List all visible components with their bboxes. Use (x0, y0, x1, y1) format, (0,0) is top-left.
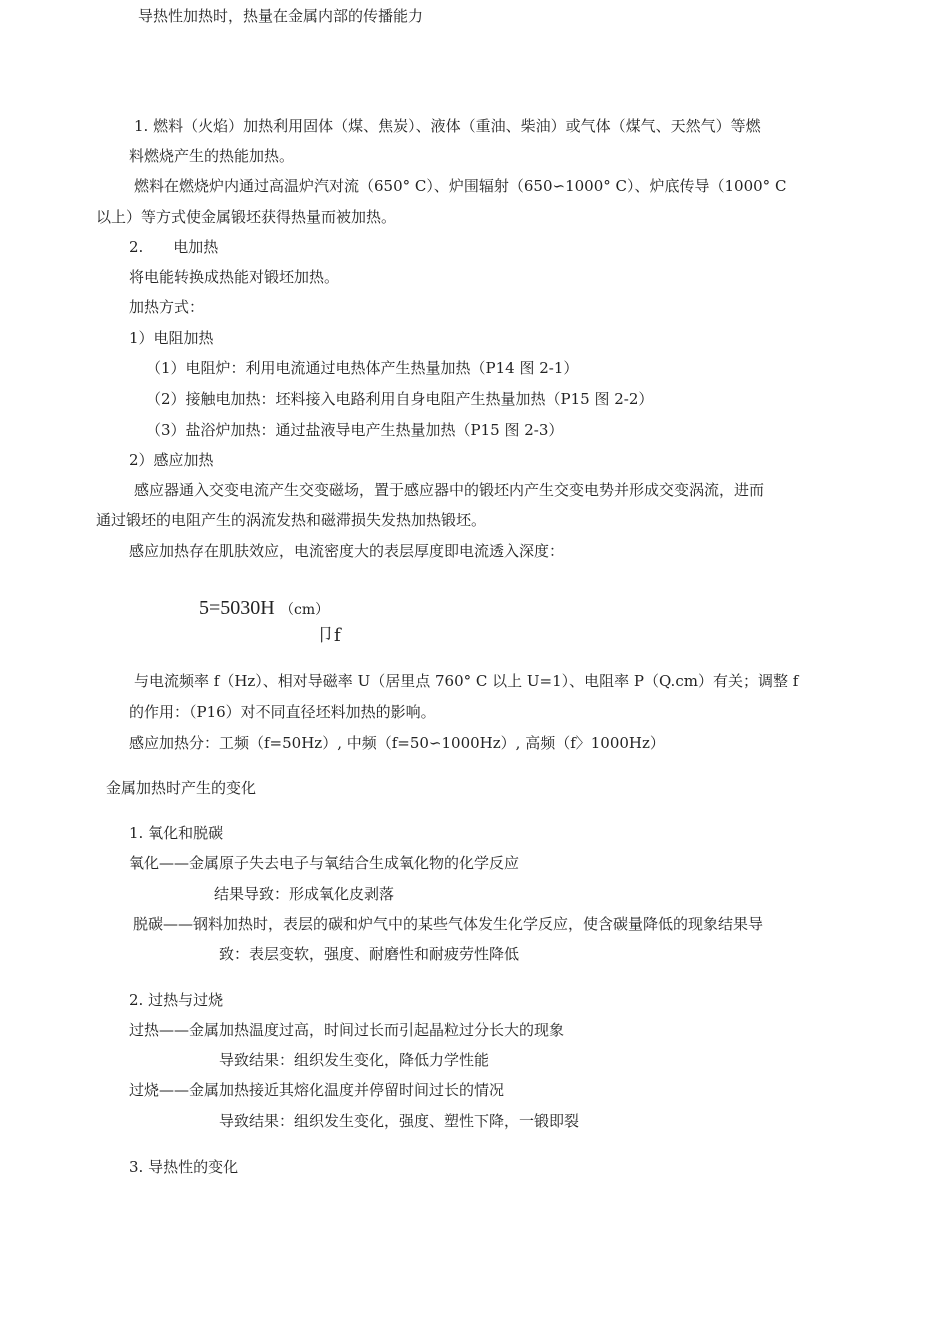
section-oxidation: 1. 氧化和脱碳 (129, 824, 224, 842)
methods-label: 加热方式： (129, 298, 205, 316)
oxidation-result: 结果导致：形成氧化皮剥落 (214, 885, 395, 903)
formula-note-line1: 与电流频率 f（Hz）、相对导磁率 U（居里点 760° C 以上 U=1）、电阻率 P（Q.cm）有关；调整 f (134, 672, 799, 690)
formula-denominator: 卩f (316, 625, 341, 646)
overburn-result: 导致结果：组织发生变化，强度、塑性下降，一锻即裂 (219, 1112, 580, 1130)
changes-title: 金属加热时产生的变化 (106, 779, 257, 797)
formula-unit: （cm） (280, 602, 330, 618)
fuel-item-line2: 料燃烧产生的热能加热。 (129, 147, 295, 165)
decarb-line2: 致：表层变软，强度、耐磨性和耐疲劳性降低 (219, 945, 520, 963)
overheat-def: 过热——金属加热温度过高，时间过长而引起晶粒过分长大的现象 (129, 1021, 565, 1039)
formula-note-line2: 的作用：（P16）对不同直径坯料加热的影响。 (129, 703, 436, 721)
oxidation-def: 氧化——金属原子失去电子与氧结合生成氧化物的化学反应 (129, 854, 520, 872)
fuel-desc-line1: 燃料在燃烧炉内通过高温炉汽对流（650° C）、炉围辐射（650∽1000° C）、炉底传导（1000° C (134, 177, 787, 195)
overburn-def: 过烧——金属加热接近其熔化温度并停留时间过长的情况 (129, 1081, 505, 1099)
induction-desc-line1: 感应器通入交变电流产生交变磁场，置于感应器中的锻坯内产生交变电势并形成交变涡流，进而 (134, 481, 765, 499)
electric-desc: 将电能转换成热能对锻坯加热。 (129, 268, 340, 286)
resistance-item-2: （2）接触电加热：坯料接入电路利用自身电阻产生热量加热（P15 图 2-2） (146, 390, 654, 408)
resistance-item-1: （1）电阻炉：利用电流通过电热体产生热量加热（P14 图 2-1） (146, 359, 579, 377)
electric-heading: 2. 电加热 (129, 238, 219, 256)
decarb-line1: 脱碳——钢料加热时，表层的碳和炉气中的某些气体发生化学反应，使含碳量降低的现象结果导 (133, 915, 764, 933)
skin-effect-text: 感应加热存在肌肤效应，电流密度大的表层厚度即电流透入深度： (129, 542, 565, 560)
fuel-item-line1: 1. 燃料（火焰）加热利用固体（煤、焦炭）、液体（重油、柴油）或气体（煤气、天然气）等燃 (134, 117, 761, 135)
section-overheat: 2. 过热与过烧 (129, 991, 224, 1009)
induction-heading: 2）感应加热 (129, 451, 214, 469)
induction-frequency: 感应加热分：工频（f=50Hz）, 中频（f=50∽1000Hz）, 高频（f〉1000Hz） (129, 734, 665, 752)
section-conductivity: 3. 导热性的变化 (129, 1158, 239, 1176)
fuel-desc-line2: 以上）等方式使金属锻坯获得热量而被加热。 (96, 208, 397, 226)
induction-desc-line2: 通过锻坯的电阻产生的涡流发热和磁滞损失发热加热锻坯。 (96, 511, 487, 529)
overheat-result: 导致结果：组织发生变化，降低力学性能 (219, 1051, 490, 1069)
resistance-heading: 1）电阻加热 (129, 329, 214, 347)
formula-main: 5=5030H (199, 597, 275, 619)
resistance-item-3: （3）盐浴炉加热：通过盐液导电产生热量加热（P15 图 2-3） (146, 421, 564, 439)
top-heading: 导热性加热时，热量在金属内部的传播能力 (138, 7, 424, 25)
